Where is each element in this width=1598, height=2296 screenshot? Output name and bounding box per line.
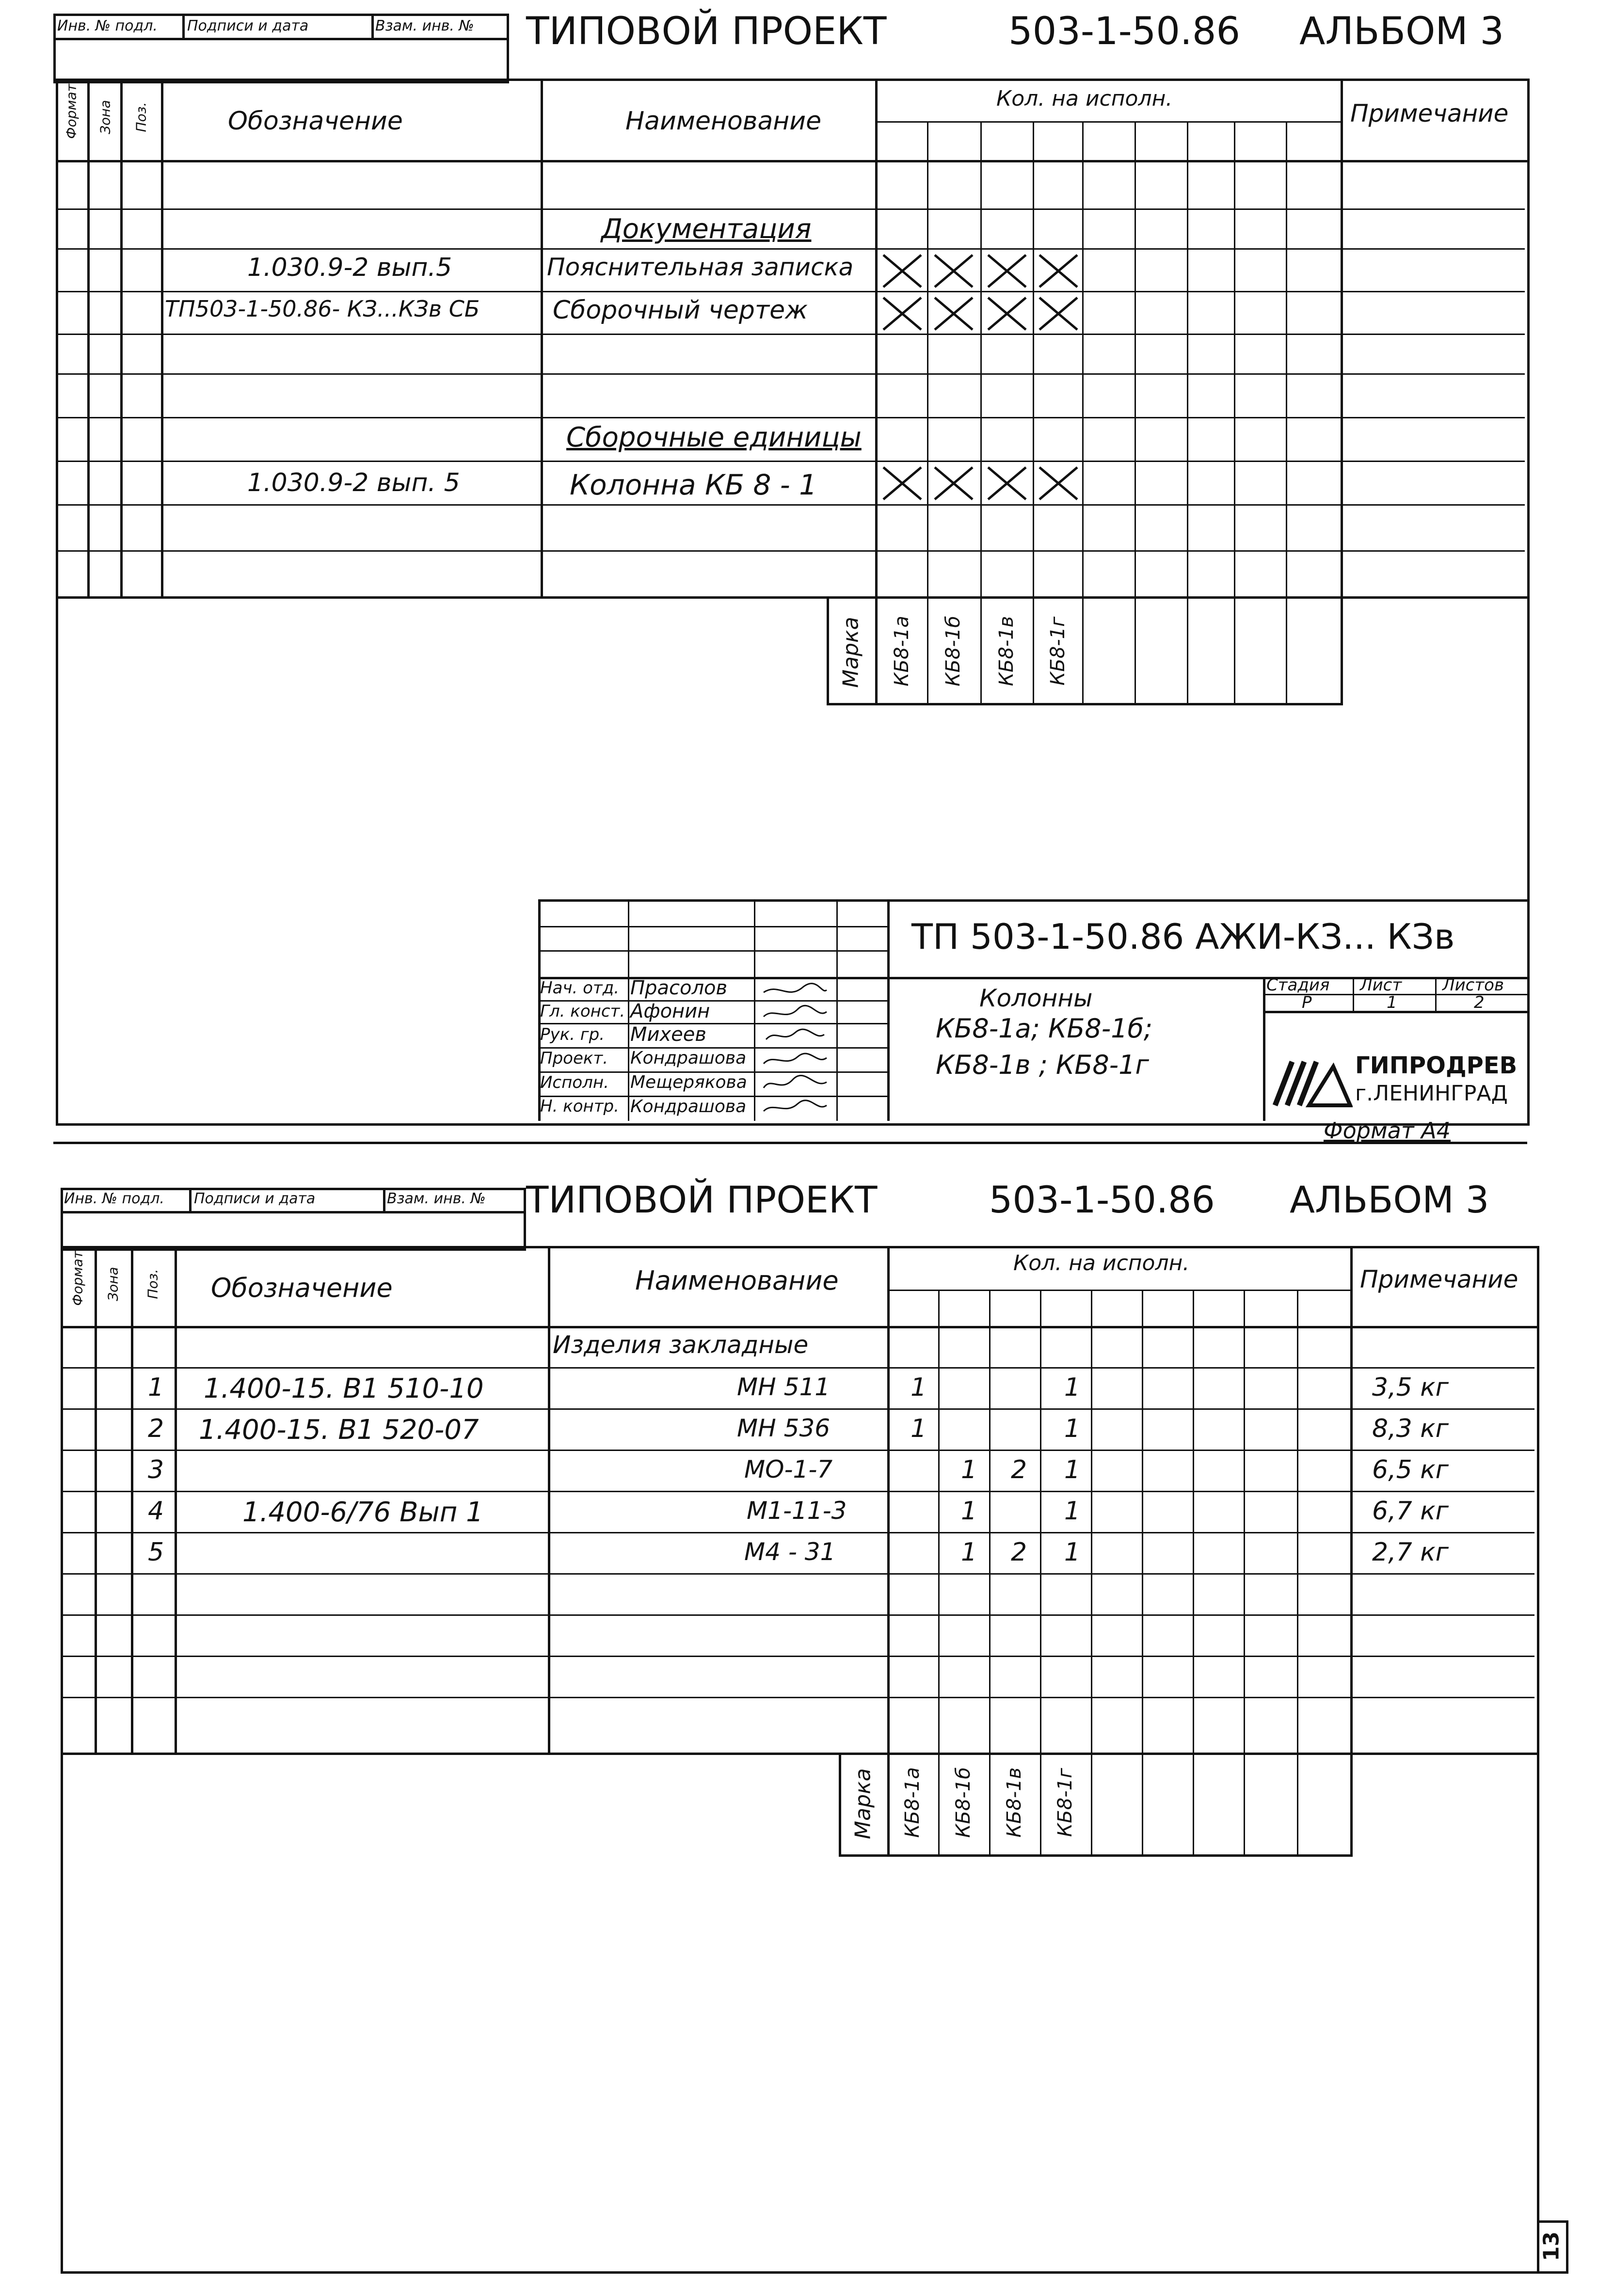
col-line (1091, 1290, 1092, 1854)
row-note: 6,5 кг (1372, 1455, 1449, 1484)
row-line (56, 596, 1527, 599)
cross-mark (986, 296, 1028, 332)
header-line (61, 1326, 1537, 1328)
stamp-col-replace: Взам. инв. № (375, 17, 474, 34)
section-assembly-units: Сборочные единицы (566, 422, 862, 453)
col-line (541, 79, 543, 596)
qty-cell: 1 (911, 1373, 927, 1402)
mark-label: КБ8-1а (891, 616, 913, 686)
cross-mark (933, 296, 975, 332)
role-label: Проект. (540, 1049, 608, 1068)
section-embedded-items: Изделия закладные (553, 1331, 809, 1359)
row-line (56, 504, 1525, 506)
col-line (839, 1753, 841, 1854)
col-line (1193, 1290, 1194, 1854)
row-designation: ТП503-1-50.86- КЗ...КЗв СБ (165, 296, 480, 322)
person-name: Мещерякова (630, 1072, 747, 1092)
tb-line (538, 926, 887, 927)
col-line (1040, 1290, 1041, 1854)
col-header-pos: Поз. (133, 102, 149, 132)
col-line (989, 1290, 991, 1854)
project-code: 503-1-50.86 (989, 1178, 1215, 1221)
row-line (61, 1450, 1534, 1451)
cross-mark (881, 296, 923, 332)
row-line (61, 1491, 1534, 1492)
marka-label: Марка (838, 617, 863, 688)
page-title: ТИПОВОЙ ПРОЕКТ (526, 10, 887, 53)
sheet-separator (53, 1142, 1527, 1144)
row-line (61, 1656, 1534, 1657)
org-name: ГИПРОДРЕВ (1355, 1052, 1518, 1079)
row-line (56, 248, 1525, 250)
col-line (1142, 1290, 1143, 1854)
row-note: 6,7 кг (1372, 1497, 1449, 1526)
col-line (1297, 1290, 1298, 1854)
cross-mark (986, 465, 1028, 501)
col-line (938, 1290, 940, 1854)
cross-mark (986, 253, 1028, 289)
stamp-col-signature: Подписи и дата (187, 17, 309, 34)
qty-cell: 1 (1064, 1373, 1081, 1402)
row-note: 3,5 кг (1372, 1373, 1449, 1402)
qty-header-line (875, 121, 1341, 123)
person-name: Михеев (630, 1023, 706, 1046)
page-title: ТИПОВОЙ ПРОЕКТ (526, 1178, 878, 1221)
col-line (87, 79, 90, 596)
album-label: АЛЬБОМ 3 (1299, 10, 1504, 53)
row-pos: 4 (148, 1497, 164, 1526)
item-marks-line2: КБ8-1в ; КБ8-1г (936, 1050, 1149, 1080)
tb-line (1263, 977, 1265, 1121)
item-title: Колонны (979, 984, 1093, 1012)
row-pos: 2 (148, 1414, 164, 1443)
row-pos: 5 (148, 1538, 164, 1567)
tb-line (754, 899, 755, 1121)
qty-cell: 1 (1064, 1455, 1081, 1484)
stamp-divider (189, 1188, 192, 1211)
row-note: 2,7 кг (1372, 1538, 1449, 1567)
marka-label: Марка (850, 1768, 876, 1839)
person-name: Кондрашова (630, 1048, 747, 1068)
sheets-label: Листов (1442, 975, 1504, 995)
col-header-name: Наименование (635, 1265, 839, 1296)
qty-cell: 1 (1064, 1538, 1081, 1567)
row-name: МН 511 (737, 1373, 831, 1401)
row-line (56, 550, 1525, 552)
qty-cell: 1 (1064, 1497, 1081, 1526)
stamp-col-signature: Подписи и дата (194, 1190, 316, 1207)
qty-cell: 1 (911, 1414, 927, 1443)
page-number: 13 (1539, 2231, 1564, 2262)
mark-label: КБ8-1г (1054, 1768, 1076, 1837)
row-line (61, 1614, 1534, 1616)
row-line (61, 1753, 1537, 1755)
qty-cell: 1 (961, 1497, 977, 1526)
org-logo-icon (1270, 1052, 1353, 1110)
col-line (120, 79, 123, 596)
row-name: МН 536 (737, 1414, 831, 1442)
row-line (61, 1697, 1534, 1698)
row-line (56, 291, 1525, 292)
project-code: 503-1-50.86 (1008, 10, 1241, 53)
row-line (56, 373, 1525, 375)
qty-header-line (887, 1290, 1350, 1291)
cross-mark (881, 465, 923, 501)
row-designation: 1.400-15. В1 510-10 (204, 1373, 484, 1404)
col-line (1244, 1290, 1245, 1854)
col-line (175, 1246, 177, 1753)
col-line (1350, 1246, 1353, 1854)
row-name: М1-11-3 (747, 1497, 847, 1525)
mark-label: КБ8-1б (942, 616, 964, 686)
qty-cell: 1 (1064, 1414, 1081, 1443)
format-label: Формат А4 (1324, 1117, 1451, 1144)
col-header-zone: Зона (97, 100, 113, 134)
stamp-divider (182, 14, 185, 38)
person-name: Кондрашова (630, 1097, 747, 1116)
col-line (131, 1246, 133, 1753)
stage-label: Стадия (1266, 975, 1330, 995)
col-line (827, 596, 829, 703)
col-header-designation: Обозначение (211, 1273, 393, 1303)
cross-mark (933, 253, 975, 289)
cross-mark (1038, 465, 1079, 501)
row-name: Сборочный чертеж (553, 296, 808, 325)
role-label: Рук. гр. (540, 1025, 605, 1044)
cross-mark (1038, 253, 1079, 289)
mark-label: КБ8-1в (995, 616, 1018, 686)
stamp-divider (61, 1211, 524, 1213)
signature-scribble (759, 980, 831, 1116)
col-header-format: Формат (69, 1250, 86, 1306)
col-line (95, 1246, 97, 1753)
row-note: 8,3 кг (1372, 1414, 1449, 1443)
stamp-col-replace: Взам. инв. № (387, 1190, 486, 1207)
row-designation: 1.400-15. В1 520-07 (199, 1414, 479, 1446)
org-city: г.ЛЕНИНГРАД (1355, 1081, 1508, 1106)
qty-cell: 1 (961, 1538, 977, 1567)
stamp-divider (53, 38, 507, 40)
person-name: Прасолов (630, 977, 728, 999)
col-line (1341, 79, 1343, 704)
stamp-col-inv: Инв. № подл. (57, 17, 158, 34)
sheets-value: 2 (1474, 993, 1485, 1012)
row-line (56, 208, 1525, 210)
mark-label: КБ8-1б (952, 1767, 975, 1838)
stamp-col-inv: Инв. № подл. (64, 1190, 164, 1207)
col-header-note: Примечание (1360, 1265, 1518, 1293)
row-line (61, 1573, 1534, 1575)
section-documentation: Документация (601, 213, 812, 245)
row-line (56, 461, 1525, 462)
stamp-divider (371, 14, 374, 38)
tb-line (628, 899, 629, 1121)
col-header-qty: Кол. на исполн. (1013, 1251, 1190, 1276)
col-header-qty: Кол. на исполн. (996, 86, 1173, 111)
col-line (887, 1246, 890, 1854)
tb-line (887, 899, 890, 1121)
qty-cell: 1 (961, 1455, 977, 1484)
col-header-format: Формат (63, 83, 80, 139)
col-header-designation: Обозначение (228, 107, 403, 136)
row-name: Пояснительная записка (547, 253, 854, 281)
header-line (56, 160, 1527, 162)
row-line (56, 417, 1525, 418)
stage-value: Р (1302, 993, 1312, 1012)
col-line (548, 1246, 550, 1753)
qty-cell: 2 (1011, 1538, 1027, 1567)
marka-bottom (839, 1854, 1353, 1857)
role-label: Исполн. (540, 1073, 609, 1092)
item-marks-line1: КБ8-1а; КБ8-1б; (936, 1013, 1153, 1044)
stamp-divider (383, 1188, 385, 1211)
cross-mark (1038, 296, 1079, 332)
row-line (61, 1532, 1534, 1533)
mark-label: КБ8-1в (1003, 1767, 1025, 1838)
col-header-zone: Зона (105, 1267, 121, 1301)
row-line (61, 1408, 1534, 1410)
mark-label: КБ8-1г (1047, 616, 1069, 686)
person-name: Афонин (630, 1000, 710, 1022)
cross-mark (881, 253, 923, 289)
row-line (56, 334, 1525, 335)
row-pos: 3 (148, 1455, 164, 1484)
row-designation: 1.030.9-2 вып.5 (247, 253, 452, 282)
row-name: МО-1-7 (744, 1455, 833, 1483)
tb-line (538, 950, 887, 952)
row-pos: 1 (148, 1373, 164, 1402)
tb-line (538, 899, 1527, 902)
row-line (61, 1367, 1534, 1369)
album-label: АЛЬБОМ 3 (1290, 1178, 1489, 1221)
role-label: Нач. отд. (540, 978, 620, 998)
tb-line (836, 899, 838, 1121)
col-line (161, 79, 163, 596)
col-header-pos: Поз. (144, 1269, 161, 1299)
doc-code: ТП 503-1-50.86 АЖИ-КЗ... КЗв (911, 916, 1455, 957)
row-name: М4 - 31 (744, 1538, 836, 1566)
cross-mark (933, 465, 975, 501)
role-label: Гл. конст. (540, 1002, 625, 1021)
sheet-value: 1 (1387, 993, 1397, 1012)
row-designation: 1.400-6/76 Вып 1 (242, 1497, 483, 1528)
role-label: Н. контр. (540, 1097, 619, 1116)
tb-line (538, 1023, 887, 1024)
sheet-label: Лист (1360, 975, 1402, 995)
marka-bottom (827, 703, 1343, 705)
row-name: Колонна КБ 8 - 1 (570, 468, 817, 501)
col-header-note: Примечание (1350, 99, 1509, 128)
qty-cell: 2 (1011, 1455, 1027, 1484)
row-designation: 1.030.9-2 вып. 5 (247, 468, 460, 497)
col-line (875, 79, 878, 704)
col-header-name: Наименование (625, 107, 822, 136)
mark-label: КБ8-1а (901, 1767, 924, 1838)
